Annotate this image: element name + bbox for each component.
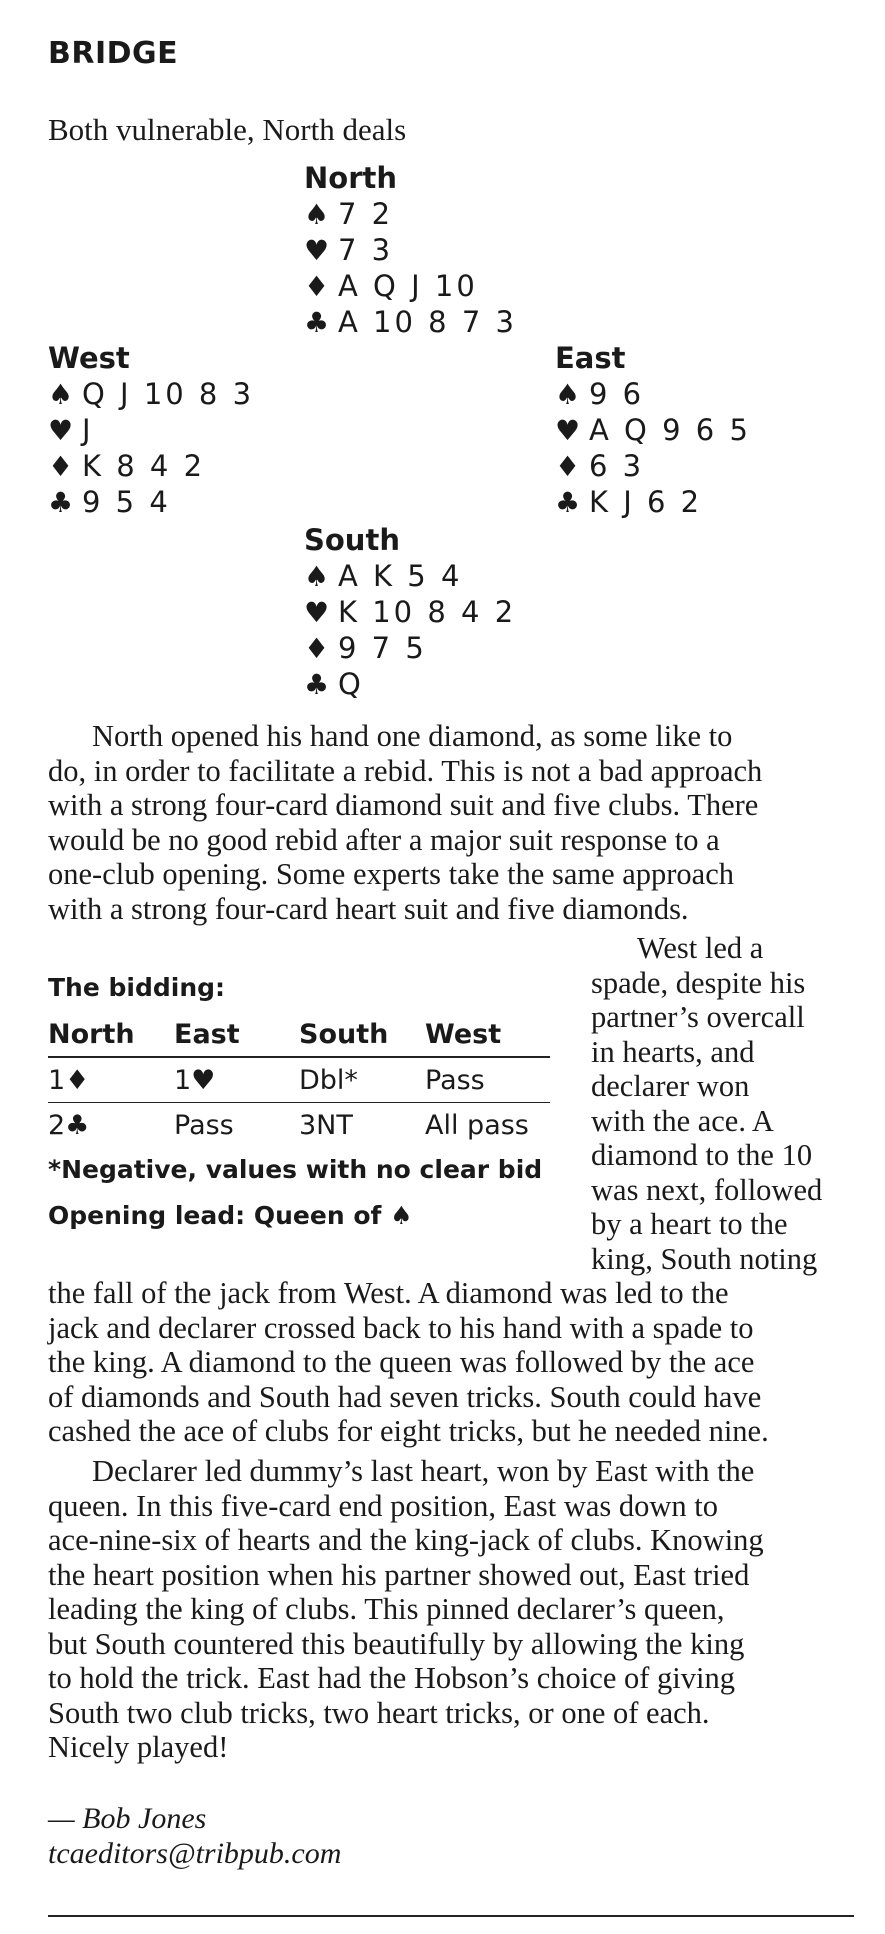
article-paragraph-1 <box>48 719 858 926</box>
text-line: partner’s overcall <box>591 1000 805 1034</box>
club-icon: ♣ <box>304 668 330 701</box>
clubs-row: ♣ K J 6 2 <box>555 485 703 519</box>
spades-row: ♠ 9 6 <box>555 377 645 411</box>
hearts-row: ♥ 7 3 <box>304 233 394 267</box>
club-icon: ♣ <box>555 486 581 519</box>
text-line: by a heart to the <box>591 1207 788 1241</box>
text-line: jack and declarer crossed back to his hand with a spade to <box>48 1310 754 1345</box>
bidding-row <box>48 1057 550 1103</box>
diamonds-row: ♦ K 8 4 2 <box>48 449 206 483</box>
bid-cell: 1♥ <box>174 1064 216 1096</box>
text-line: was next, followed <box>591 1172 823 1207</box>
bid-cell: 1♦ <box>48 1064 90 1096</box>
diamond-icon: ♦ <box>48 450 74 483</box>
article-paragraph-3 <box>48 1454 868 1765</box>
text-line: do, in order to facilitate a rebid. This is not a bad approach <box>48 753 763 788</box>
bidding-box <box>48 968 550 1239</box>
bidding-footnote: *Negative, values with no clear bid <box>48 1155 543 1184</box>
bidding-header-row <box>48 1012 550 1057</box>
clubs-row: ♣ 9 5 4 <box>48 485 171 519</box>
hand-name: West <box>48 341 130 375</box>
text-line: cashed the ace of clubs for eight tricks, but he needed nine. <box>48 1414 769 1448</box>
hearts-row: ♥ K 10 8 4 2 <box>304 595 517 629</box>
bid-cell: Dbl* <box>299 1064 358 1096</box>
hearts-row: ♥ J <box>48 413 94 447</box>
text-line: the fall of the jack from West. A diamond was led to the <box>48 1276 729 1310</box>
bid-cell: Pass <box>174 1109 234 1141</box>
page-title: BRIDGE <box>48 36 179 71</box>
west-hand <box>48 340 254 520</box>
author-email: tcaeditors@tribpub.com <box>48 1837 342 1870</box>
text-line: with a strong four-card heart suit and five diamonds. <box>48 891 689 926</box>
diamond-icon: ♦ <box>555 450 581 483</box>
north-hand <box>304 160 517 340</box>
article-paragraph-2-side <box>591 931 871 1276</box>
heart-icon: ♥ <box>304 596 330 629</box>
diamonds-row: ♦ 6 3 <box>555 449 645 483</box>
bidding-table <box>48 1012 550 1147</box>
text-line: the heart position when his partner showed out, East tried <box>48 1557 750 1592</box>
east-hand <box>555 340 751 520</box>
text-line: West led a <box>637 931 764 965</box>
text-line: North opened his hand one diamond, as some like to <box>92 719 733 753</box>
clubs-row: ♣ A 10 8 7 3 <box>304 305 517 339</box>
diamond-icon: ♦ <box>304 270 330 303</box>
text-line: but South countered this beautifully by allowing the king <box>48 1626 745 1661</box>
bid-cell: All pass <box>425 1109 529 1141</box>
bid-cell: 3NT <box>299 1109 353 1141</box>
spade-icon: ♠ <box>304 560 330 593</box>
spade-icon: ♠ <box>555 378 581 411</box>
text-line: one-club opening. Some experts take the same approach <box>48 857 735 891</box>
bid-cell: 2♣ <box>48 1109 90 1141</box>
author-signature: — Bob Jones <box>48 1802 207 1835</box>
text-line: Declarer led dummy’s last heart, won by East with the <box>92 1454 755 1488</box>
text-line: with the ace. A <box>591 1103 774 1138</box>
bidding-heading: The bidding: <box>48 973 226 1002</box>
text-line: king, South noting <box>591 1241 818 1276</box>
text-line: would be no good rebid after a major suit response to a <box>48 822 720 857</box>
bid-cell: Pass <box>425 1064 485 1096</box>
spade-icon: ♠ <box>304 198 330 231</box>
text-line: to hold the trick. East had the Hobson’s choice of giving <box>48 1661 735 1695</box>
text-line: of diamonds and South had seven tricks. South could have <box>48 1379 762 1414</box>
article-paragraph-2 <box>48 1276 868 1449</box>
opening-lead: Opening lead: Queen of ♠ <box>48 1201 413 1230</box>
south-hand <box>304 522 516 702</box>
hearts-row: ♥ A Q 9 6 5 <box>555 413 751 447</box>
text-line: declarer won <box>591 1069 750 1103</box>
club-icon: ♣ <box>304 306 330 339</box>
text-line: with a strong four-card diamond suit and five clubs. There <box>48 788 759 822</box>
text-line: ace-nine-six of hearts and the king-jack of clubs. Knowing <box>48 1523 764 1557</box>
clubs-row: ♣ Q <box>304 667 364 701</box>
column-header: West <box>425 1018 502 1050</box>
text-line: spade, despite his <box>591 965 806 1000</box>
hand-name: East <box>555 341 626 375</box>
heart-icon: ♥ <box>304 234 330 267</box>
text-line: Nicely played! <box>48 1730 229 1764</box>
text-line: leading the king of clubs. This pinned declarer’s queen, <box>48 1592 725 1626</box>
heart-icon: ♥ <box>555 414 581 447</box>
hand-name: North <box>304 161 398 195</box>
club-icon: ♣ <box>48 486 74 519</box>
spades-row: ♠ 7 2 <box>304 197 394 231</box>
column-header: South <box>299 1018 389 1050</box>
diamonds-row: ♦ A Q J 10 <box>304 269 478 303</box>
spade-icon: ♠ <box>48 378 74 411</box>
bidding-row <box>48 1103 550 1148</box>
text-line: diamond to the 10 <box>591 1138 813 1172</box>
spades-row: ♠ A K 5 4 <box>304 559 463 593</box>
diamond-icon: ♦ <box>304 632 330 665</box>
spades-row: ♠ Q J 10 8 3 <box>48 377 255 411</box>
bottom-rule <box>48 1915 854 1917</box>
column-header: North <box>48 1018 135 1050</box>
hand-name: South <box>304 523 400 557</box>
text-line: South two club tricks, two heart tricks, or one of each. <box>48 1695 710 1730</box>
text-line: queen. In this five-card end position, East was down to <box>48 1488 719 1523</box>
text-line: the king. A diamond to the queen was followed by the ace <box>48 1345 755 1379</box>
text-line: in hearts, and <box>591 1034 755 1069</box>
diamonds-row: ♦ 9 7 5 <box>304 631 427 665</box>
column-header: East <box>174 1018 240 1050</box>
deal-conditions: Both vulnerable, North deals <box>48 112 407 147</box>
heart-icon: ♥ <box>48 414 74 447</box>
